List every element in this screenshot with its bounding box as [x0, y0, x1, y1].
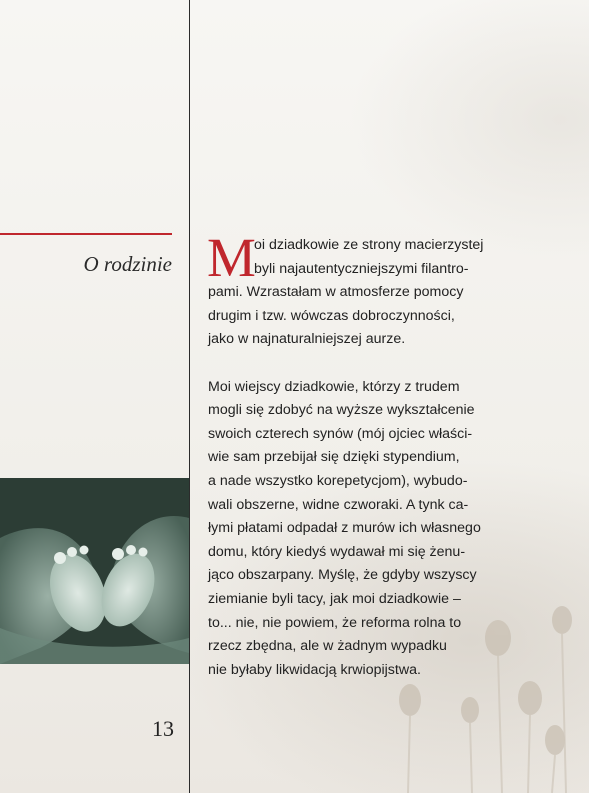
text-line: wali obszerne, widne czworaki. A tynk ca- [208, 496, 469, 513]
text-line: a nade wszystko korepetycjom), wybudo- [208, 472, 468, 489]
text-line: nie byłaby likwidacją krwiopijstwa. [208, 661, 421, 678]
text-line: drugim i tzw. wówczas dobroczynności, [208, 307, 455, 324]
section-rule [0, 233, 172, 235]
text-line: ziemianie byli tacy, jak moi dziadkowie – [208, 590, 461, 607]
text-line: to... nie, nie powiem, że reforma rolna to [208, 614, 462, 631]
page-number: 13 [152, 716, 174, 741]
text-line: wie sam przebijał się dzięki stypendium, [208, 449, 460, 466]
text-line: Moi wiejscy dziadkowie, którzy z trudem [208, 378, 460, 395]
text-line: byli najautentyczniejszymi filantro- [254, 260, 469, 277]
paragraph-1 [207, 227, 538, 352]
section-title: O rodzinie [83, 252, 172, 276]
text-line: pami. Wzrastałam w atmosferze pomocy [208, 284, 464, 301]
drop-cap: M [207, 227, 256, 288]
text-line: jako w najnaturalniejszej aurze. [208, 331, 406, 348]
paragraph-2 [208, 376, 538, 683]
text-line: łymi płatami odpadał z murów ich własnego [208, 520, 481, 537]
text-line: jąco obszarpany. Myślę, że gdyby wszyscy [208, 567, 477, 584]
text-line: swoich czterech synów (mój ojciec właści- [208, 425, 473, 442]
text-line: mogli się zdobyć na wyższe wykształcenie [208, 402, 475, 419]
body-text [207, 227, 538, 682]
text-line: rzecz zbędna, ale w żadnym wypadku [208, 638, 447, 655]
vertical-divider [189, 0, 190, 793]
text-line: domu, który kiedyś wydawał mi się żenu- [208, 543, 466, 560]
baby-feet-photo [0, 478, 189, 664]
text-line: oi dziadkowie ze strony macierzystej [254, 237, 484, 253]
